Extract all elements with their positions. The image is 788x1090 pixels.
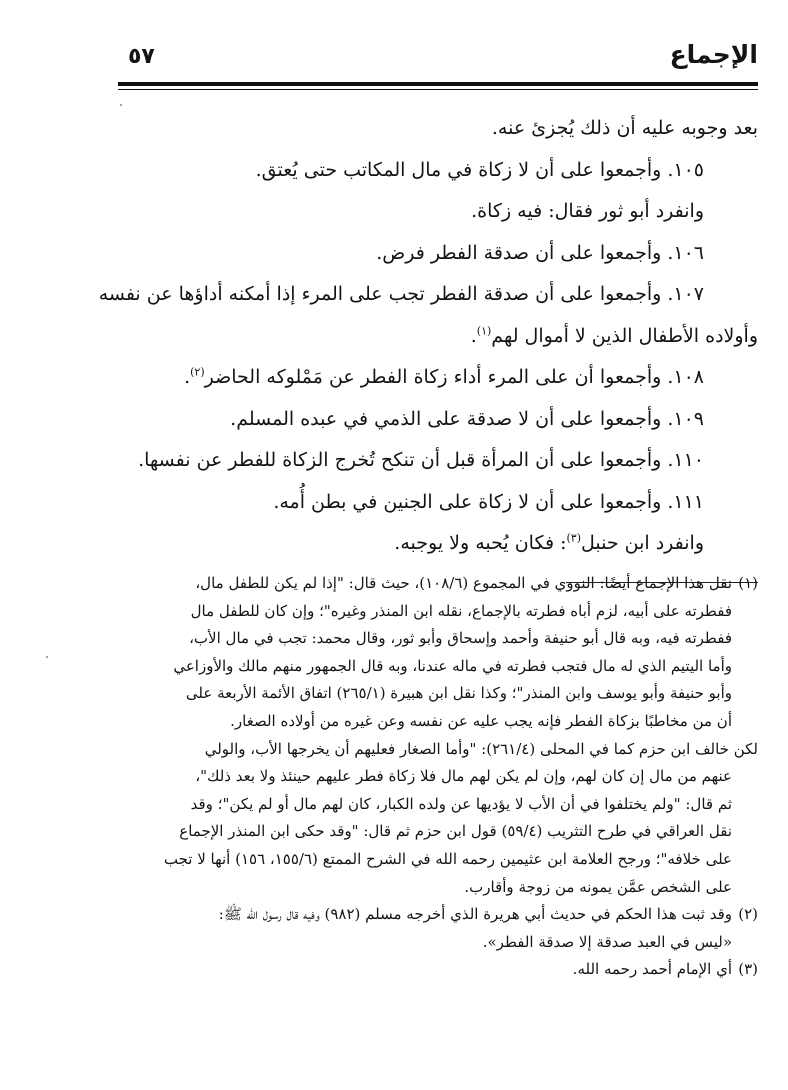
footnote-line: على الشخص عمَّن يمونه من زوجة وأقارب. bbox=[464, 877, 732, 896]
text-line: ١٠٧. وأجمعوا على أن صدقة الفطر تجب على المرء إذا أمكنه أداؤها عن نفسه bbox=[98, 283, 704, 305]
footnote-line: (٢)وقد ثبت هذا الحكم في حديث أبي هريرة الذي أخرجه مسلم (٩٨٢) وفيه قال رسول الله ﷺ: bbox=[118, 901, 758, 929]
header-rule-thin bbox=[118, 89, 758, 90]
text-line: ١١٠. وأجمعوا على أن المرأة قبل أن تنكح تُخرج الزكاة للفطر عن نفسها. bbox=[138, 449, 704, 471]
running-title: الإجماع bbox=[669, 40, 758, 69]
footnote-ref: (١) bbox=[476, 324, 492, 338]
footnote-ref: (٣) bbox=[566, 531, 581, 545]
footnote-line: ففطرته على أبيه، لزم أباه فطرته بالإجماع، نقله ابن المنذر وغيره"؛ وإن كان للطفل مال bbox=[190, 601, 732, 620]
text-line: بعد وجوبه عليه أن ذلك يُجزئ عنه. bbox=[491, 117, 758, 139]
text-line: ١١١. وأجمعوا على أن لا زكاة على الجنين في بطن أُمه. bbox=[273, 490, 704, 513]
footnote-line: وأما اليتيم الذي له مال فتجب فطرته في ماله عندنا، وبه قال الجمهور منهم مالك والأوزاعي bbox=[173, 656, 732, 675]
text-line: وأولاده الأطفال الذين لا أموال لهم$^{(١)}$. bbox=[470, 324, 758, 347]
footnote-line: عنهم من مال إن كان لهم، وإن لم يكن لهم مال فلا زكاة فطر عليهم حينئذ ولا بعد ذلك"، bbox=[195, 767, 732, 786]
footnote-line: (١)نقل هذا الإجماع أيضًا: النووي في المجموع (١٠٨/٦)، حيث قال: "إذا لم يكن للطفل مال، bbox=[118, 570, 758, 598]
text-line: ١٠٥. وأجمعوا على أن لا زكاة في مال المكاتب حتى يُعتق. bbox=[255, 158, 704, 181]
text-line: ١٠٨. وأجمعوا أن على المرء أداء زكاة الفطر عن مَمْلوكه الحاضر$^{(٢)}$. bbox=[184, 365, 704, 388]
footnote-line: لكن خالف ابن حزم كما في المحلى (٢٦١/٤): "وأما الصغار فعليهم أن يخرجها الأب، والولي bbox=[204, 739, 758, 758]
header-rule-thick bbox=[118, 82, 758, 86]
footnote-line: «ليس في العبد صدقة إلا صدقة الفطر». bbox=[482, 932, 732, 951]
footnote-line: ففطرته فيه، وبه قال أبو حنيفة وأحمد وإسحاق وأبو ثور، وقال محمد: تجب في مال الأب، bbox=[189, 629, 732, 648]
footnote-line: على خلافه"؛ ورجح العلامة ابن عثيمين رحمه الله في الشرح الممتع (١٥٥/٦، ١٥٦) أنها لا تجب bbox=[163, 849, 732, 868]
text-line: وانفرد ابن حنبل$^{(٣)}$: فكان يُحبه ولا يوجبه. bbox=[394, 531, 704, 554]
footnote-number: (٢) bbox=[738, 905, 758, 924]
page-header bbox=[118, 38, 758, 78]
footnote-line: (٣)أي الإمام أحمد رحمه الله. bbox=[118, 956, 758, 984]
footnote-line: وأبو حنيفة وأبو يوسف وابن المنذر"؛ وكذا نقل ابن هبيرة (٢٦٥/١) اتفاق الأئمة الأربعة على bbox=[185, 684, 732, 703]
scan-speck bbox=[120, 104, 122, 106]
footnote-line: نقل العراقي في طرح التثريب (٥٩/٤) قول ابن حزم ثم قال: "وقد حكى ابن المنذر الإجماع bbox=[179, 822, 732, 841]
footnote-line: ثم قال: "ولم يختلفوا في أن الأب لا يؤديها عن ولده الكبار، كان لهم مال أو لم يكن"؛ وقد bbox=[190, 794, 732, 813]
page-number: ٥٧ bbox=[128, 44, 155, 69]
scan-speck bbox=[46, 656, 48, 658]
footnote-number: (١) bbox=[738, 574, 758, 592]
footnote-number: (٣) bbox=[738, 960, 758, 979]
footnote-line: أن من مخاطبًا بزكاة الفطر فإنه يجب عليه عن نفسه وعن غيره من أولاده الصغار. bbox=[230, 711, 732, 730]
footnote-ref: (٢) bbox=[190, 365, 205, 379]
text-line: ١٠٩. وأجمعوا على أن لا صدقة على الذمي في عبده المسلم. bbox=[230, 407, 704, 430]
text-line: وانفرد أبو ثور فقال: فيه زكاة. bbox=[471, 200, 704, 222]
footnotes bbox=[118, 570, 758, 984]
main-text bbox=[98, 108, 758, 565]
text-line: ١٠٦. وأجمعوا على أن صدقة الفطر فرض. bbox=[376, 241, 704, 264]
